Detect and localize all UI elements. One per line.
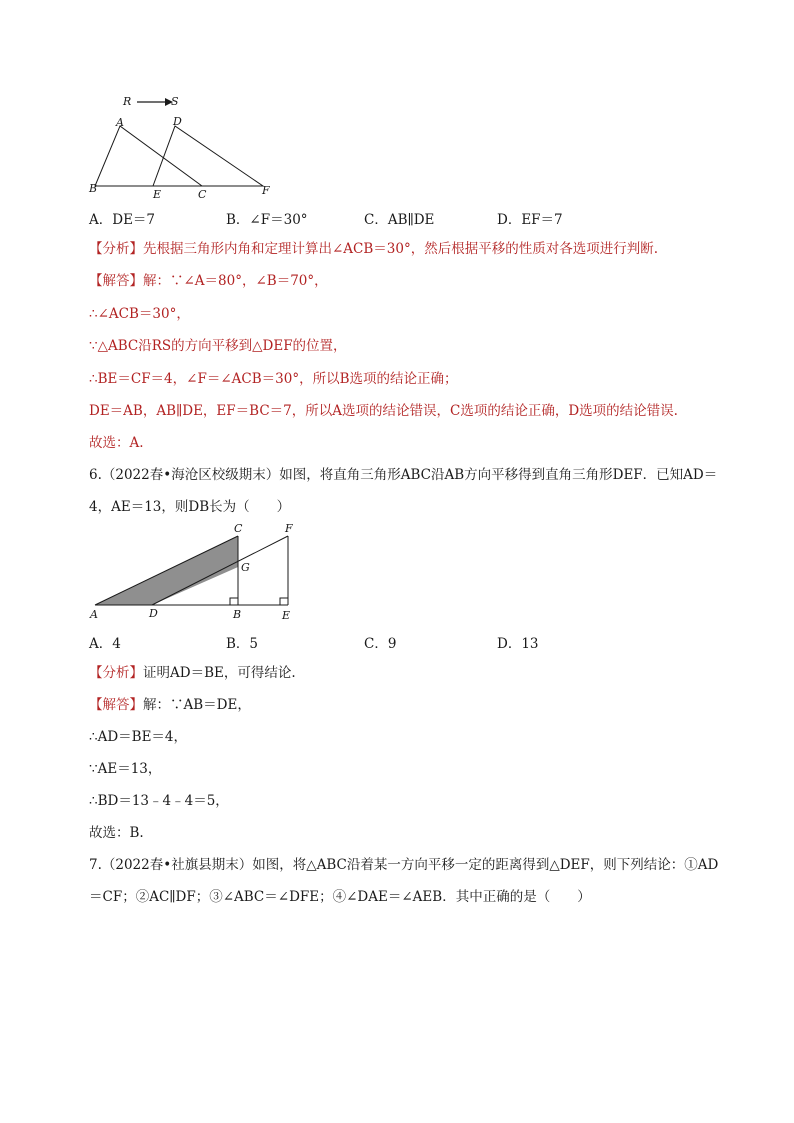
triangle-def (153, 126, 263, 186)
figure-right-triangles (85, 518, 300, 628)
q5-option-c: C．AB∥DE (364, 212, 435, 228)
label-E: E (153, 188, 162, 198)
q5-answer-line-3: ∵△ABC沿RS的方向平移到△DEF的位置， (89, 338, 347, 354)
q6-answer-line-2: ∴AD＝BE＝4， (89, 729, 188, 745)
label-R: R (123, 95, 132, 108)
label-A: A (116, 116, 124, 129)
right-angle-e (280, 598, 288, 605)
label-C: C (234, 522, 243, 535)
label-G: G (241, 561, 250, 574)
q5-answer-line-6: 故选：A. (89, 435, 144, 451)
triangle-abc (95, 126, 202, 186)
q5-option-a: A．DE＝7 (89, 212, 156, 228)
q5-answer-line-4: ∴BE＝CF＝4，∠F＝∠ACB＝30°，所以B选项的结论正确； (89, 371, 458, 387)
label-A: A (90, 608, 98, 621)
label-D: D (149, 607, 158, 620)
q5-answer-line-1: 【解答】解：∵∠A＝80°，∠B＝70°， (89, 273, 328, 289)
q5-option-b: B．∠F＝30° (226, 212, 308, 228)
label-D: D (173, 115, 182, 128)
q6-option-a: A．4 (89, 636, 121, 652)
q6-option-b: B．5 (226, 636, 259, 652)
q6-answer-line-5: 故选：B. (89, 825, 144, 841)
q6-option-d: D．13 (497, 636, 539, 652)
figure-translation-triangles (85, 88, 285, 198)
q6-answer-tag: 【解答】 (89, 697, 143, 713)
q6-analysis-text: 证明AD＝BE，可得结论. (143, 665, 296, 681)
label-E: E (282, 609, 291, 622)
label-C: C (198, 188, 207, 198)
label-F: F (262, 184, 270, 197)
q7-stem-line-2: ＝CF；②AC∥DF；③∠ABC＝∠DFE；④∠DAE＝∠AEB．其中正确的是（ ） (89, 889, 591, 905)
q5-analysis (89, 240, 658, 258)
label-B: B (89, 182, 98, 195)
q5-answer-line-2: ∴∠ACB＝30°， (89, 306, 190, 322)
q6-answer-line-3: ∵AE＝13， (89, 761, 162, 777)
q5-analysis-text: 先根据三角形内角和定理计算出∠ACB＝30°，然后根据平移的性质对各选项进行判断. (143, 241, 659, 257)
q6-stem-line-2: 4，AE＝13，则DB长为（ ） (89, 499, 291, 515)
q6-stem-line-1: 6.（2022春•海沧区校级期末）如图，将直角三角形ABC沿AB方向平移得到直角三角形DEF．已知AD＝ (89, 467, 718, 483)
q7-stem-line-1: 7.（2022春•社旗县期末）如图，将△ABC沿着某一方向平移一定的距离得到△DEF，则下列结论：①AD (89, 857, 719, 873)
q6-answer-line-1: 【解答】解：∵AB＝DE， (89, 697, 251, 713)
q6-analysis-tag: 【分析】 (89, 665, 143, 681)
q6-option-c: C．9 (364, 636, 397, 652)
q6-answer-line-4: ∴BD＝13﹣4﹣4＝5， (89, 793, 229, 809)
q5-analysis-tag: 【分析】 (89, 241, 143, 257)
q6-analysis (89, 664, 296, 682)
q5-answer-line-5: DE＝AB，AB∥DE，EF＝BC＝7，所以A选项的结论错误，C选项的结论正确，D选项的结论错误. (89, 403, 678, 419)
right-angle-b (230, 598, 238, 605)
label-S: S (171, 95, 179, 108)
q5-option-d: D．EF＝7 (497, 212, 563, 228)
q5-answer-tag: 【解答】 (89, 273, 143, 289)
label-B: B (233, 608, 242, 621)
label-F: F (285, 522, 293, 535)
